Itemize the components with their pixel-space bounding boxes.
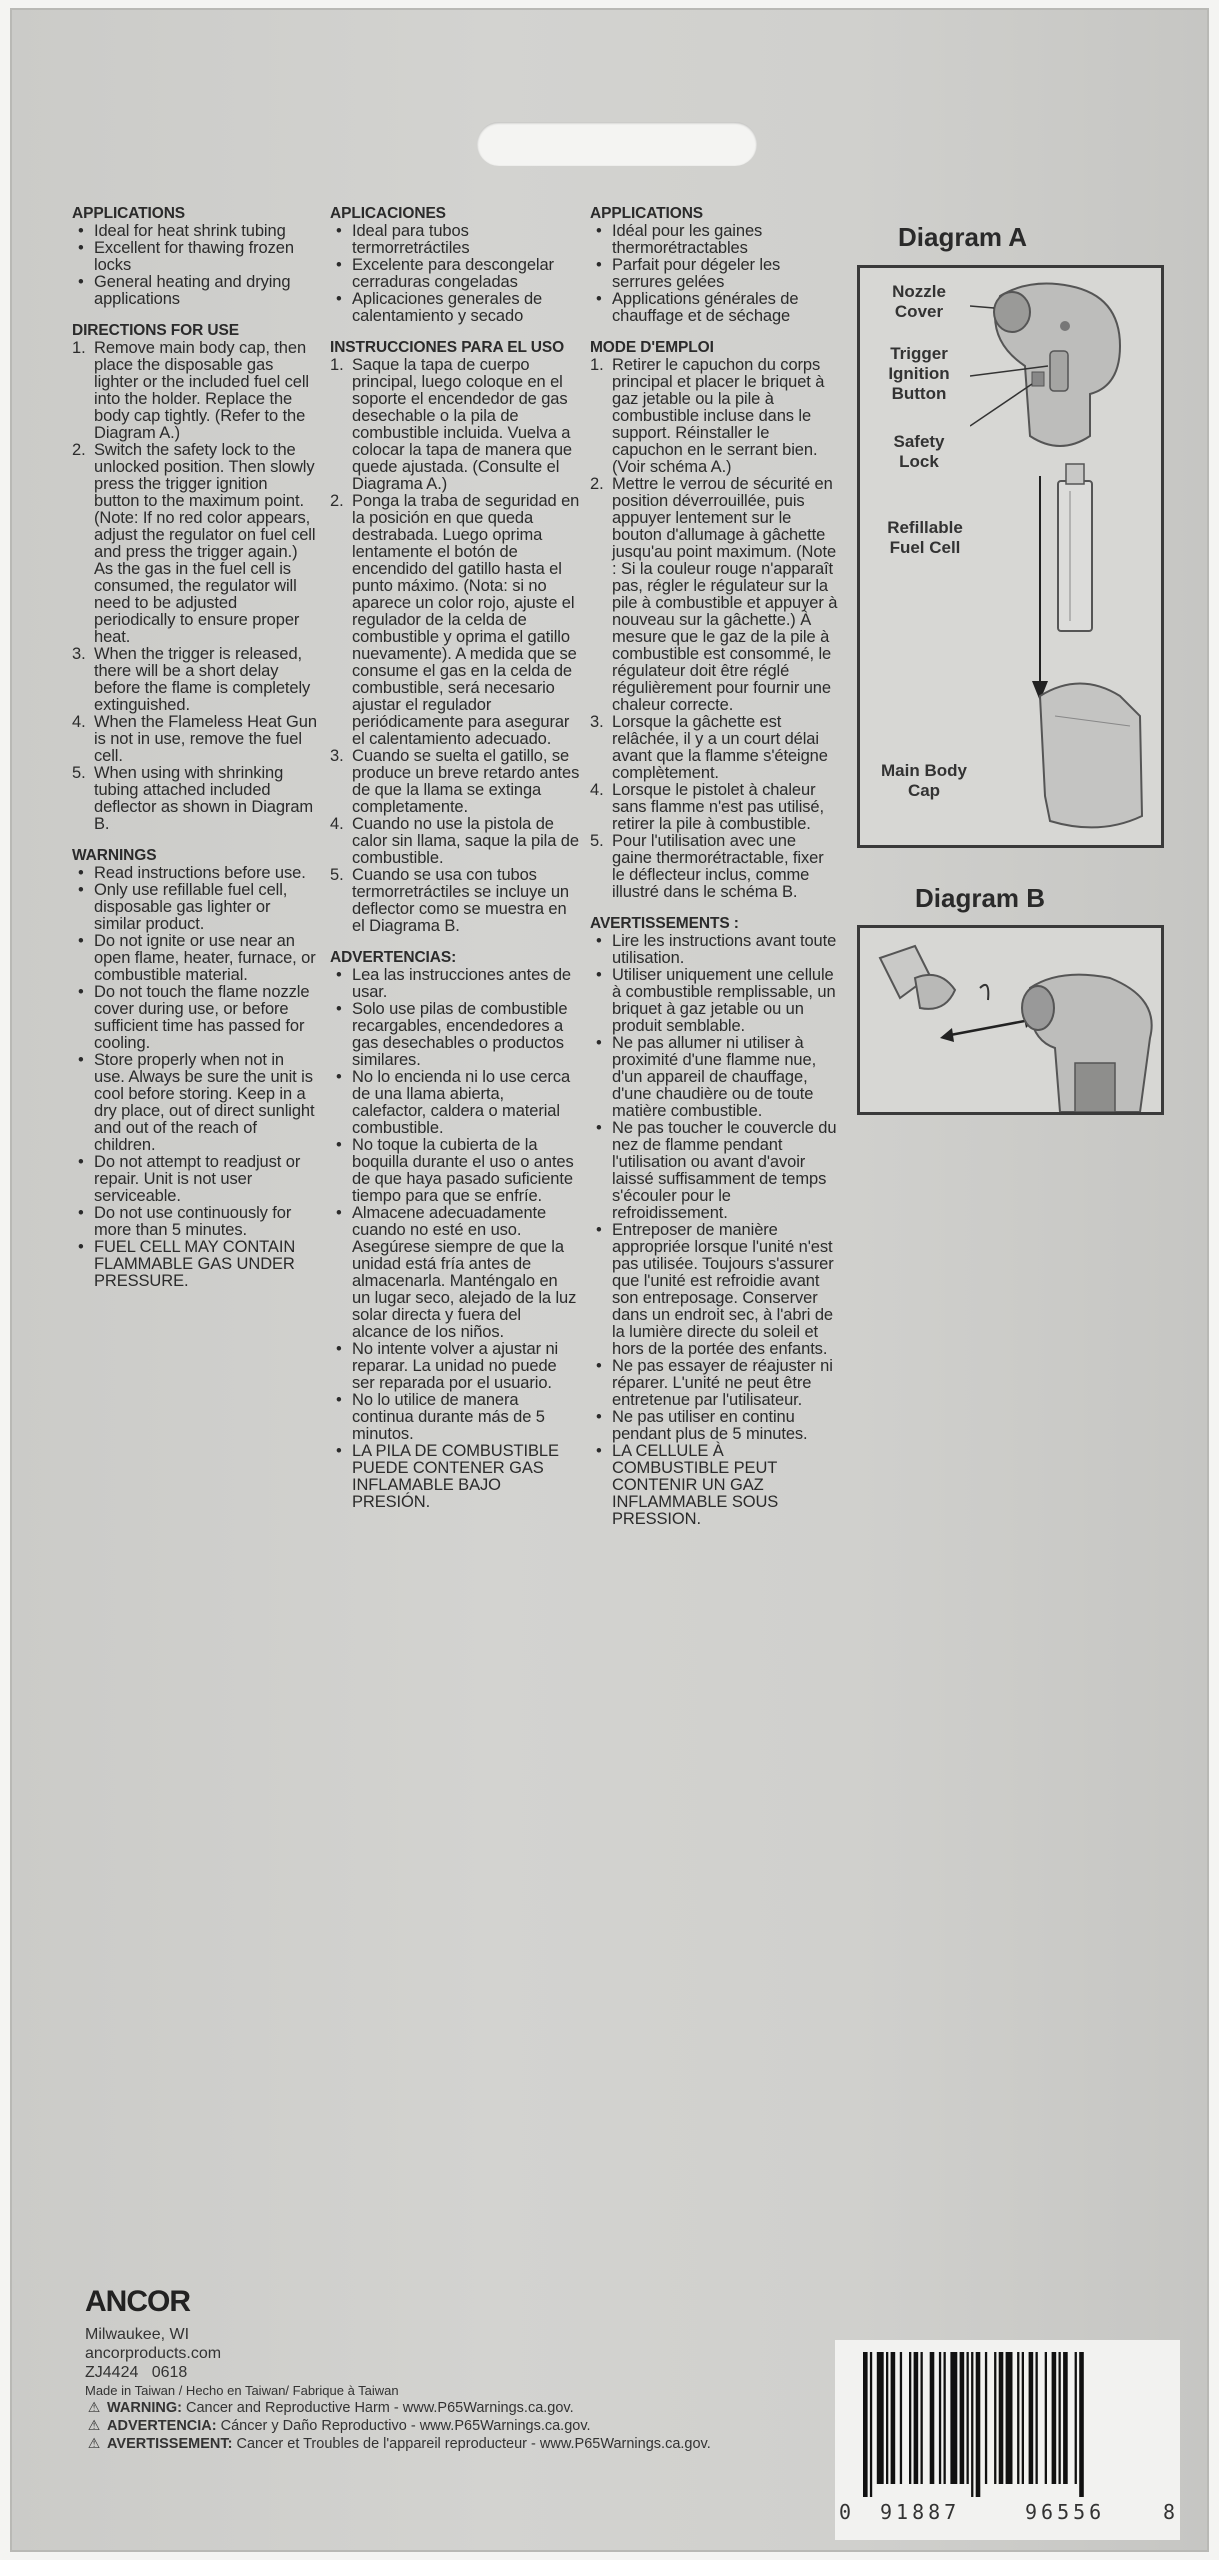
barcode-bar bbox=[1036, 2352, 1038, 2484]
step-text: Saque la tapa de cuerpo principal, luego coloque en el soporte el encendedor de gas desechable o la pila de combustible incluida. Vuelva a colocar la tapa de manera que quede ajustada. (Consulte el Diagrama A.) bbox=[352, 356, 572, 493]
application-item: • Excelente para descongelar cerraduras congeladas bbox=[330, 257, 580, 291]
barcode-bar bbox=[999, 2352, 1004, 2484]
warning-item: • Ne pas allumer ni utiliser à proximité d'une flamme nue, d'un appareil de chauffage, d'une chaudière ou de toute matière combustible. bbox=[590, 1035, 840, 1120]
step-number: 2. bbox=[330, 492, 344, 510]
direction-step bbox=[590, 357, 840, 476]
applications-section bbox=[590, 205, 840, 325]
application-item: • Applications générales de chauffage et de séchage bbox=[590, 291, 840, 325]
barcode-bar bbox=[985, 2352, 987, 2484]
french-column bbox=[590, 205, 840, 1542]
warning-item: • Ne pas utiliser en continu pendant plus de 5 minutes. bbox=[590, 1409, 840, 1443]
step-text: Lorsque la gâchette est relâchée, il y a un court délai avant que la flamme s'éteigne complètement. bbox=[612, 713, 828, 782]
section-title: APPLICATIONS bbox=[590, 205, 704, 222]
barcode-bar bbox=[930, 2352, 935, 2484]
application-item: • Ideal for heat shrink tubing bbox=[72, 223, 317, 240]
step-text: Cuando se usa con tubos termorretráctiles se incluye un deflector como se muestra en el Diagrama B. bbox=[352, 866, 569, 935]
fuel-cell-icon bbox=[1058, 481, 1092, 631]
application-item: • Parfait pour dégeler les serrures gelées bbox=[590, 257, 840, 291]
nozzle-icon bbox=[994, 292, 1030, 332]
step-text: When the Flameless Heat Gun is not in use, remove the fuel cell. bbox=[94, 713, 317, 765]
step-number: 4. bbox=[330, 815, 344, 833]
barcode-bar bbox=[1006, 2352, 1013, 2484]
step-text: When the trigger is released, there will be a short delay before the flame is completely extinguished. bbox=[94, 645, 311, 714]
step-text: Lorsque le pistolet à chaleur sans flamme n'est pas utilisé, retirer la pile à combustible. bbox=[612, 781, 824, 833]
diagram-a-title: Diagram A bbox=[898, 222, 1028, 252]
warning-item: • LA CELLULE À COMBUSTIBLE PEUT CONTENIR UN GAZ INFLAMMABLE SOUS PRESSION. bbox=[590, 1443, 840, 1528]
barcode-bar bbox=[967, 2352, 969, 2484]
warning-item: • FUEL CELL MAY CONTAIN FLAMMABLE GAS UNDER PRESSURE. bbox=[72, 1239, 317, 1290]
diagram-a-box bbox=[857, 265, 1164, 848]
barcode-bar bbox=[886, 2352, 888, 2484]
warning-item: • Do not attempt to readjust or repair. Unit is not user serviceable. bbox=[72, 1154, 317, 1205]
barcode-bar bbox=[900, 2352, 902, 2484]
warnings-section bbox=[72, 847, 317, 1290]
application-item: • General heating and drying applications bbox=[72, 274, 317, 308]
barcode-lead-digit: 0 bbox=[839, 2500, 852, 2524]
step-number: 3. bbox=[590, 713, 604, 731]
direction-step bbox=[590, 782, 840, 833]
barcode-bar bbox=[877, 2352, 884, 2484]
p65-warning-french: ⚠ AVERTISSEMENT: Cancer et Troubles de l'appareil reproducteur - www.P65Warnings.ca.gov. bbox=[85, 2435, 711, 2453]
direction-step bbox=[72, 442, 317, 646]
barcode-bar bbox=[870, 2352, 872, 2497]
main-body-cap-label: Main Body Cap bbox=[881, 761, 967, 800]
warning-item: • Do not use continuously for more than 5 minutes. bbox=[72, 1205, 317, 1239]
direction-step bbox=[72, 714, 317, 765]
step-number: 4. bbox=[72, 713, 86, 731]
barcode-bar bbox=[1079, 2352, 1084, 2497]
direction-step bbox=[330, 357, 580, 493]
section-title: APPLICATIONS bbox=[72, 205, 186, 222]
p65-warning-english: ⚠ WARNING: Cancer and Reproductive Harm - www.P65Warnings.ca.gov. bbox=[85, 2399, 711, 2417]
warning-item: • Do not ignite or use near an open flame, heater, furnace, or combustible material. bbox=[72, 933, 317, 984]
spanish-column bbox=[330, 205, 580, 1525]
step-number: 1. bbox=[72, 339, 86, 357]
step-number: 2. bbox=[72, 441, 86, 459]
heat-gun-exploded-illustration bbox=[970, 276, 1160, 841]
barcode-bar bbox=[914, 2352, 919, 2484]
section-title: AVERTISSEMENTS : bbox=[590, 915, 739, 932]
barcode-bar bbox=[971, 2352, 973, 2497]
direction-step bbox=[590, 833, 840, 901]
barcode-bar bbox=[950, 2352, 957, 2484]
warning-item: • Do not touch the flame nozzle cover during use, or before sufficient time has passed for cooling. bbox=[72, 984, 317, 1052]
barcode-bar bbox=[939, 2352, 941, 2484]
warning-item: • No lo encienda ni lo use cerca de una llama abierta, calefactor, caldera o material combustible. bbox=[330, 1069, 580, 1137]
warning-item: • Store properly when not in use. Always be sure the unit is cool before storing. Keep in a dry place, out of direct sunlight and out of the reach of children. bbox=[72, 1052, 317, 1154]
direction-step bbox=[590, 476, 840, 714]
step-text: Ponga la traba de seguridad en la posición en que queda destrabada. Luego oprima lentamente el botón de encendido del gatillo hasta el punto máximo. (Nota: si no aparece un color rojo, ajuste el regulador de la celda de combustible y oprima el gatillo nuevamente). A medida que se consume el gas en la celda de combustible, será necesario ajustar el regulador periódicamente para asegurar el calentamiento adecuado. bbox=[352, 492, 580, 748]
warning-item: • No intente volver a ajustar ni reparar. La unidad no puede ser reparada por el usuario. bbox=[330, 1341, 580, 1392]
warning-item: • Only use refillable fuel cell, disposable gas lighter or similar product. bbox=[72, 882, 317, 933]
warning-item: • LA PILA DE COMBUSTIBLE PUEDE CONTENER GAS INFLAMABLE BAJO PRESIÓN. bbox=[330, 1443, 580, 1511]
warning-item: • Ne pas essayer de réajuster ni réparer. L'unité ne peut être entretenue par l'utilisateur. bbox=[590, 1358, 840, 1409]
application-item: • Excellent for thawing frozen locks bbox=[72, 240, 317, 274]
direction-step bbox=[330, 867, 580, 935]
application-item: • Idéal pour les gaines thermorétractables bbox=[590, 223, 840, 257]
warnings-section bbox=[330, 949, 580, 1511]
section-title: MODE D'EMPLOI bbox=[590, 339, 714, 356]
barcode-bar bbox=[976, 2352, 981, 2497]
direction-step bbox=[72, 765, 317, 833]
step-number: 3. bbox=[330, 747, 344, 765]
diagram-b-box bbox=[857, 925, 1164, 1115]
safety-lock-label: Safety Lock bbox=[893, 432, 945, 471]
company-location: Milwaukee, WI bbox=[85, 2326, 190, 2343]
barcode-bar bbox=[944, 2352, 946, 2484]
barcode-bar bbox=[1075, 2352, 1077, 2484]
step-text: Cuando se suelta el gatillo, se produce un breve retardo antes de que la llama se extinga completamente. bbox=[352, 747, 580, 816]
barcode-bar bbox=[960, 2352, 965, 2484]
step-text: When using with shrinking tubing attached included deflector as shown in Diagram B. bbox=[94, 764, 314, 833]
p65-warning-spanish: ⚠ ADVERTENCIA: Cáncer y Daño Reproductivo - www.P65Warnings.ca.gov. bbox=[85, 2417, 711, 2435]
warnings-section bbox=[590, 915, 840, 1528]
step-text: Cuando no use la pistola de calor sin llama, saque la pila de combustible. bbox=[352, 815, 579, 867]
step-number: 1. bbox=[590, 356, 604, 374]
direction-step bbox=[590, 714, 840, 782]
deflector-attachment-illustration bbox=[860, 928, 1161, 1112]
step-text: Switch the safety lock to the unlocked position. Then slowly press the trigger ignition button to the maximum point. (Note: If no red color appears, adjust the regulator on fuel cell and press the trigger again.) As the gas in the fuel cell is consumed, the regulator will need to be adjusted periodically to ensure proper heat. bbox=[94, 441, 316, 646]
barcode-bar bbox=[1029, 2352, 1034, 2484]
section-title: ADVERTENCIAS: bbox=[330, 949, 457, 966]
warning-item: • Entreposer de manière appropriée lorsque l'unité n'est pas utilisée. Toujours s'assurer que l'unité est refroidie avant son entreposage. Conserver dans un endroit sec, à l'abri de la lumière directe du soleil et hors de la portée des enfants. bbox=[590, 1222, 840, 1358]
step-number: 5. bbox=[590, 832, 604, 850]
barcode-bar bbox=[921, 2352, 923, 2484]
footer bbox=[85, 2285, 711, 2453]
warning-triangle-icon: ⚠ bbox=[87, 2435, 101, 2451]
warning-item: • Ne pas toucher le couvercle du nez de flamme pendant l'utilisation ou avant d'avoir laissé suffisamment de temps s'écouler pour le refroidissement. bbox=[590, 1120, 840, 1222]
section-title: INSTRUCCIONES PARA EL USO bbox=[330, 339, 565, 356]
barcode-check-digit: 8 bbox=[1163, 2500, 1176, 2524]
direction-step bbox=[330, 493, 580, 748]
refillable-fuel-cell-label: Refillable Fuel Cell bbox=[887, 518, 963, 557]
application-item: • Aplicaciones generales de calentamiento y secado bbox=[330, 291, 580, 325]
step-text: Mettre le verrou de sécurité en position déverrouillée, puis appuyer lentement sur le bouton d'allumage à gâchette jusqu'au point maximum. (Note : Si la couleur rouge n'apparaît pas, régler le régulateur sur la pile à combustible et appuyer à nouveau sur la gâchette.) À mesure que le gaz de la pile à combustible est consommé, le régulateur doit être réglé régulièrement pour fournir une chaleur correcte. bbox=[612, 475, 838, 714]
warning-triangle-icon: ⚠ bbox=[87, 2399, 101, 2415]
direction-step bbox=[72, 340, 317, 442]
applications-section bbox=[330, 205, 580, 325]
directions-section bbox=[330, 339, 580, 935]
trigger-ignition-button-label: Trigger Ignition Button bbox=[888, 344, 950, 403]
section-title: DIRECTIONS FOR USE bbox=[72, 322, 239, 339]
barcode-bar bbox=[1059, 2352, 1061, 2484]
warning-item: • Utiliser uniquement une cellule à combustible remplissable, un briquet à gaz jetable ou un produit semblable. bbox=[590, 967, 840, 1035]
step-number: 3. bbox=[72, 645, 86, 663]
barcode-bar bbox=[1017, 2352, 1019, 2484]
warning-item: • Lea las instrucciones antes de usar. bbox=[330, 967, 580, 1001]
barcode-bar bbox=[994, 2352, 996, 2484]
barcode-bar bbox=[863, 2352, 868, 2497]
barcode-bar bbox=[909, 2352, 911, 2484]
nozzle-cover-label: Nozzle Cover bbox=[892, 282, 946, 321]
product-codes: ZJ4424 0618 bbox=[85, 2364, 188, 2381]
barcode-left-group: 91887 bbox=[880, 2500, 961, 2524]
step-number: 5. bbox=[72, 764, 86, 782]
warning-item: • Read instructions before use. bbox=[72, 865, 317, 882]
step-text: Remove main body cap, then place the disposable gas lighter or the included fuel cell into the holder. Replace the body cap tightly. (Refer to the Diagram A.) bbox=[94, 339, 309, 442]
step-number: 2. bbox=[590, 475, 604, 493]
section-title: WARNINGS bbox=[72, 847, 157, 864]
ancor-logo: ANCOR bbox=[85, 2285, 190, 2318]
application-item: • Ideal para tubos termorretráctiles bbox=[330, 223, 580, 257]
applications-section bbox=[72, 205, 317, 308]
barcode-bar bbox=[1063, 2352, 1068, 2484]
barcode-bar bbox=[1052, 2352, 1057, 2484]
trigger-icon bbox=[1050, 351, 1068, 391]
company-website[interactable]: ancorproducts.com bbox=[85, 2345, 222, 2362]
p65-warnings bbox=[85, 2399, 711, 2453]
step-text: Pour l'utilisation avec une gaine thermorétractable, fixer le déflecteur inclus, comme illustré dans le schéma B. bbox=[612, 832, 824, 901]
warning-item: • No lo utilice de manera continua durante más de 5 minutos. bbox=[330, 1392, 580, 1443]
hang-hole bbox=[477, 122, 757, 166]
warning-item: • Lire les instructions avant toute utilisation. bbox=[590, 933, 840, 967]
barcode-right-group: 96556 bbox=[1025, 2500, 1106, 2524]
warning-item: • No toque la cubierta de la boquilla durante el uso o antes de que haya pasado suficiente tiempo para que se enfríe. bbox=[330, 1137, 580, 1205]
step-number: 5. bbox=[330, 866, 344, 884]
made-in: Made in Taiwan / Hecho en Taiwan/ Fabrique à Taiwan bbox=[85, 2383, 399, 2398]
warning-item: • Solo use pilas de combustible recargables, encendedores a gas desechables o productos similares. bbox=[330, 1001, 580, 1069]
direction-step bbox=[72, 646, 317, 714]
step-number: 4. bbox=[590, 781, 604, 799]
step-number: 1. bbox=[330, 356, 344, 374]
barcode-bars bbox=[855, 2352, 1155, 2497]
direction-step bbox=[330, 748, 580, 816]
english-column bbox=[72, 205, 317, 1304]
directions-section bbox=[72, 322, 317, 833]
barcode-bar bbox=[1022, 2352, 1024, 2484]
direction-step bbox=[330, 816, 580, 867]
upc-barcode bbox=[835, 2340, 1180, 2540]
barcode-bar bbox=[891, 2352, 896, 2484]
warning-triangle-icon: ⚠ bbox=[87, 2417, 101, 2433]
diagram-b-title: Diagram B bbox=[915, 883, 1046, 913]
step-text: Retirer le capuchon du corps principal et placer le briquet à gaz jetable ou la pile à combustible incluse dans le support. Réinstaller le capuchon en le serrant bien. (Voir schéma A.) bbox=[612, 356, 825, 476]
directions-section bbox=[590, 339, 840, 901]
section-title: APLICACIONES bbox=[330, 205, 446, 222]
barcode-bar bbox=[1045, 2352, 1047, 2484]
warning-item: • Almacene adecuadamente cuando no esté en uso. Asegúrese siempre de que la unidad está fría antes de almacenarla. Manténgalo en un lugar seco, alejado de la luz solar directa y fuera del alcance de los niños. bbox=[330, 1205, 580, 1341]
body-cap-icon bbox=[1040, 684, 1142, 828]
